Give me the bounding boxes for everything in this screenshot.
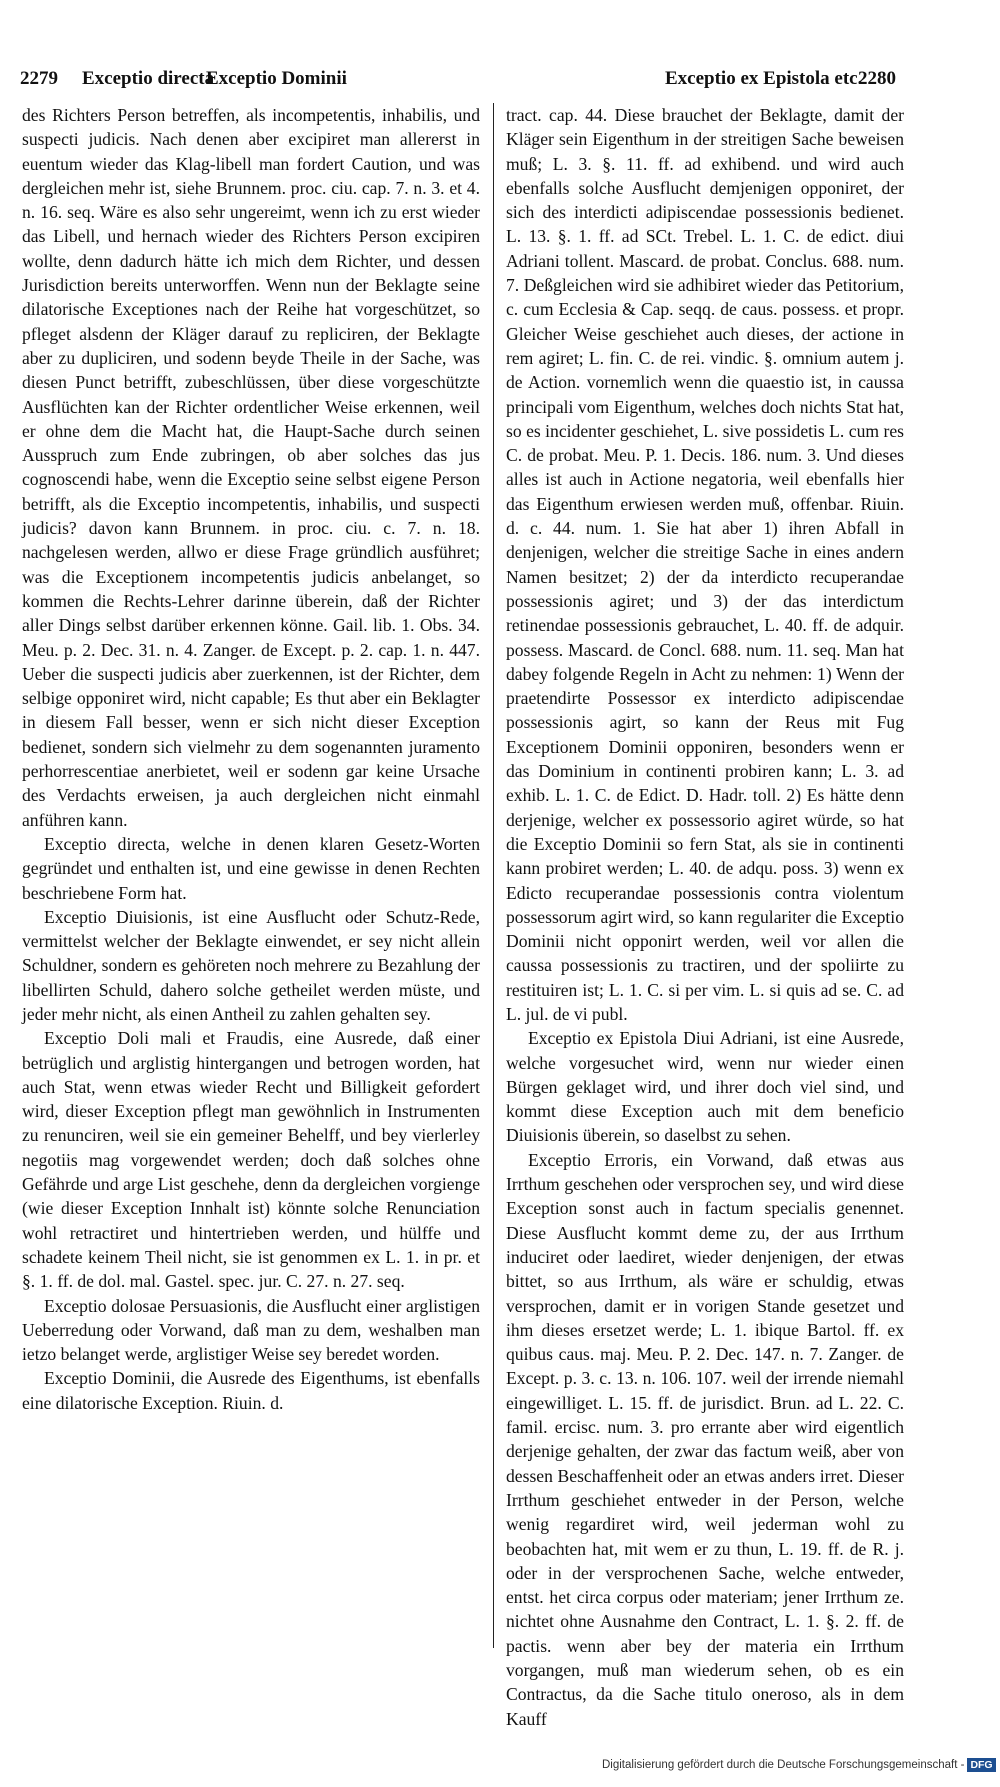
page-header <box>20 68 900 94</box>
right-column <box>506 103 904 1731</box>
entry-exceptio-erroris: Exceptio Erroris, ein Vorwand, daß etwas aus Irrthum geschehen oder versprochen sey, und wird diese Exception sonst auch in factum specialis genennet. Diese Ausflucht kommt deme zu, der aus Irrthum induciret oder laediret, wieder denjenigen, der etwas bittet, so aus Irrthum, als wäre er schuldig, etwas versprochen, damit er in vorigen Stande gesetzet und ihm dieses ersetzet werde; L. 1. ibique Bartol. ff. ex quibus caus. maj. Meu. P. 2. Dec. 147. n. 7. Zanger. de Except. p. 3. c. 13. n. 106. 107. weil der irrende niemahl eingewilliget. L. 15. ff. de jurisdict. Brun. ad L. 22. C. famil. ercisc. num. 3. pro errante aber wird eigentlich derjenige gehalten, der zwar das factum weiß, aber von dessen Beschaffenheit oder an etwas anders irret. Dieser Irrthum geschiehet entweder in der Person, welche wenig regardiret wird, weil jederman wohl zu beobachten hat, mit wem er zu thun, L. 19. ff. de R. j. oder in der versprochenen Sache, welche entweder, entst. het circa corpus oder materiam; jener Irrthum ze. nichtet ohne Ausnahme den Contract, L. 1. §. 2. ff. de pactis. wenn aber bey der materia ein Irrthum vorgangen, muß man wiederum sehen, ob es ein Contractus, da die Sache titulo oneroso, als in dem Kauff <box>506 1149 904 1729</box>
left-running-title-2: Exceptio Dominii <box>206 68 347 89</box>
right-running-title: Exceptio ex Epistola etc. <box>665 68 863 89</box>
left-page-number: 2279 <box>20 68 58 89</box>
entry-exceptio-ex-epistola: Exceptio ex Epistola Diui Adriani, ist eine Ausrede, welche vorgesuchet wird, wenn nur wieder einen Bürgen geklaget wird, und ihrer doch viel sind, und kommt diese Exception auch mit dem beneficio Diuisionis überein, so daselbst zu sehen. <box>506 1028 904 1146</box>
column-divider <box>493 103 494 1648</box>
digitization-footer <box>602 1758 998 1776</box>
right-page-number: 2280 <box>858 68 896 89</box>
entry-exceptio-dominii: Exceptio Dominii, die Ausrede des Eigenthums, ist ebenfalls eine dilatorische Exception. Riuin. d. <box>22 1368 480 1413</box>
entry-exceptio-diuisionis: Exceptio Diuisionis, ist eine Ausflucht oder Schutz-Rede, vermittelst welcher der Beklagte einwendet, er sey nicht allein Schuldner, sondern es gehöreten noch mehrere zu Bezahlung der libellirten Schuld, dahero solche getheilet werden müste, und jeder mehr nicht, als einen Antheil zu zahlen gehalten sey. <box>22 906 480 1024</box>
footer-text: Digitalisierung gefördert durch die Deutsche Forschungsgemeinschaft - <box>602 1759 965 1771</box>
paragraph: des Richters Person betreffen, als incompetentis, inhabilis, und suspecti judicis. Nach denen aber excipiret man allererst in euentum wieder das Klag-libell man fordert Caution, und was dergleichen mehr ist, siehe Brunnem. proc. ciu. cap. 7. n. 3. et 4. n. 16. seq. Wäre es also sehr ungereimt, wenn ich zu erst wieder das Libell, und hernach wieder des Richters Person excipiren wollte, denn dadurch hätte ich mich dem Richter, und dessen Jurisdiction bereits unterworffen. Wenn nun der Beklagte seine dilatorische Exceptiones nach der Reihe hat vorgeschützet, so pfleget alsdenn der Kläger darauf zu repliciren, der Beklagte aber zu dupliciren, und sodenn beyde Theile in der Sache, was diesen Punct betrifft, zubeschlüssen, über diese vorgeschützte Ausflüchten kan der Richter ordentlicher Weise erkennen, weil er ohne dem die Macht hat, die Haupt-Sache durch seinen Ausspruch zum Ende zubringen, ob aber solches das jus cognoscendi habe, wenn die Exceptio seine selbst eigene Person betrifft, als die Exceptio incompetentis, inhabilis, und suspecti judicis? davon kann Brunnem. in proc. ciu. c. 7. n. 18. nachgelesen werden, allwo er diese Frage gründlich ausführet; was die Exceptionem incompetentis judicis anbelanget, so kommen die Rechts-Lehrer darinne überein, daß der Richter aller Dings selbst darüber erkennen könne. Gail. lib. 1. Obs. 34. Meu. p. 2. Dec. 31. n. 4. Zanger. de Except. p. 2. cap. 1. n. 447. Ueber die suspecti judicis aber zuerkennen, ist der Richter, dem selbige opponiret wird, nicht capable; Es thut aber ein Beklagter in diesem Fall besser, wenn er sich nicht dieser Exception bedienet, sondern sich vielmehr zu dem sogenannten juramento perhorrescentiae anerbietet, weil er sodenn gar keine Ursache des Verdachts erweisen, ja auch dergleichen nicht einmahl anführen kann. <box>22 105 480 830</box>
entry-exceptio-directa: Exceptio directa, welche in denen klaren Gesetz-Worten gegründet und enthalten ist, und eine gewisse in denen Rechten beschriebene Form hat. <box>22 833 480 903</box>
paragraph: tract. cap. 44. Diese brauchet der Beklagte, damit der Kläger sein Eigenthum in der streitigen Sache beweisen muß; L. 3. §. 11. ff. ad exhibend. und wird auch ebenfalls solche Ausflucht demjenigen opponiret, der sich des interdicti adipiscendae possessionis bedienet. L. 13. §. 1. ff. ad SCt. Trebel. L. 1. C. de edict. diui Adriani tollent. Mascard. de probat. Conclus. 688. num. 7. Deßgleichen wird sie adhibiret wieder das Petitorium, c. cum Ecclesia & Cap. seqq. de caus. possess. et propr. Gleicher Weise geschiehet auch dieses, der actione in rem agiret; L. fin. C. de rei. vindic. §. omnium autem j. de Action. vornemlich wenn die quaestio ist, in caussa principali vom Eigenthum, welches doch nichts Stat hat, so es incidenter geschiehet, L. sive possidetis L. cum res C. de probat. Meu. P. 1. Decis. 186. num. 3. Und dieses alles ist auch in Actione negatoria, weil ebenfalls hier das Eigenthum erwiesen werden muß, offenbar. Riuin. d. c. 44. num. 1. Sie hat aber 1) ihren Abfall in denjenigen, welcher die streitige Sache in eines andern Namen besitzet; 2) der da interdicto recuperandae possessionis agiret; und 3) der das interdictum retinendae possessionis gebrauchet, L. 40. ff. de adquir. possess. Mascard. de Concl. 688. num. 11. seq. Man hat dabey folgende Regeln in Acht zu nehmen: 1) Wenn der praetendirte Possessor ex interdicto adipiscendae possessionis agirt, so kann der Reus mit Fug Exceptionem Dominii opponiren, besonders wenn er das Dominium in continenti probiren kann; L. 3. ad exhib. L. 1. C. de Edict. D. Hadr. toll. 2) Es hätte denn derjenige, welcher ex possessorio agiret würde, so hat die Exceptio Dominii so fern Stat, als sie in continenti kann probiret werden; L. 40. de adqu. poss. 3) wenn ex Edicto recuperandae possessionis contra violentum possessorum agirt wird, so kann regulariter die Exceptio Dominii nicht opponirt werden, weil vor allen die caussa possessionis zu tractiren, und der spoliirte zu restituiren ist; L. 1. C. si per vim. L. si quis ad se. C. ad L. jul. de vi publ. <box>506 105 904 1024</box>
entry-exceptio-dolosae-persuasionis: Exceptio dolosae Persuasionis, die Ausflucht einer arglistigen Ueberredung oder Vorwand, daß man zu dem, weshalben man ietzo belanget werde, arglistiger Weise sey beredet worden. <box>22 1295 480 1365</box>
left-running-title-1: Exceptio directa <box>82 68 215 89</box>
left-column <box>22 103 480 1415</box>
entry-exceptio-doli-mali: Exceptio Doli mali et Fraudis, eine Ausrede, daß einer betrüglich und arglistig hintergangen und betrogen worden, hat auch Stat, wenn etwas wieder Recht und Billigkeit gefordert wird, dieser Exception pflegt man gewöhnlich in Instrumenten zu renunciren, weil sie ein gemeiner Behelff, und bey vierlerley negotiis mag vorgewendet werden; doch daß solches ohne Gefährde und arge List geschehe, denn da dergleichen vorgienge (wie dieser Exception Innhalt ist) könnte solche Renunciation wohl retractiret und hintertrieben werden, und hülffe und schadete keinem Theil nicht, sie ist genommen ex L. 1. in pr. et §. 1. ff. de dol. mal. Gastel. spec. jur. C. 27. n. 27. seq. <box>22 1028 480 1292</box>
dfg-logo: DFG <box>967 1758 995 1772</box>
